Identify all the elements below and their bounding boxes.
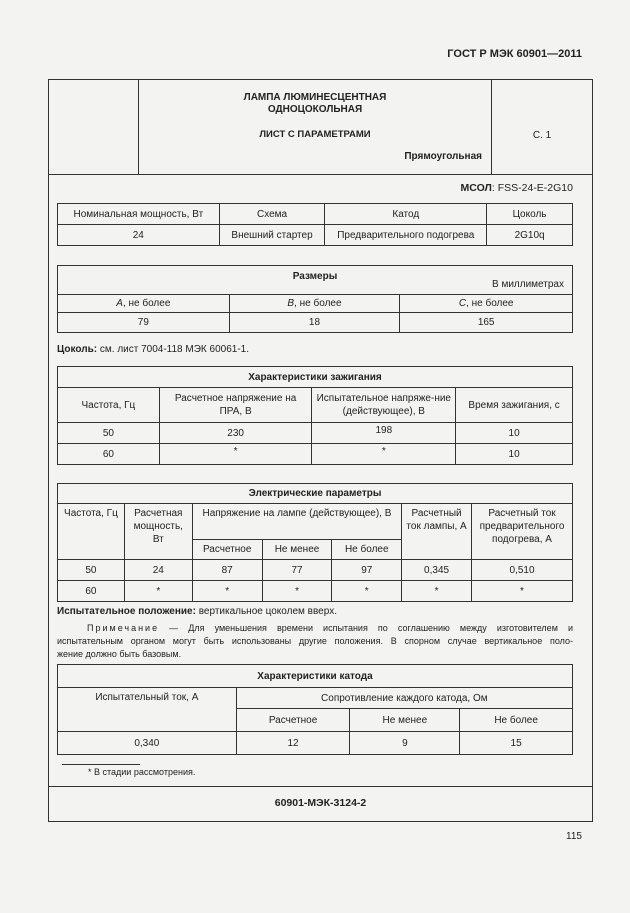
table-cell: * <box>192 581 262 602</box>
page-ref: С. 1 <box>532 130 552 141</box>
table-cell: 50 <box>58 423 160 444</box>
cell-dim-a: 79 <box>58 313 230 333</box>
electrical-table <box>57 483 573 602</box>
subheader-cathode-min: Не менее <box>350 709 460 732</box>
header-el-current: Расчетный ток лампы, А <box>402 504 472 560</box>
header-ign-ballast-voltage: Расчетное напряжение на ПРА, В <box>159 388 312 423</box>
table-cell: 0,510 <box>472 560 573 581</box>
sheet-title: ЛИСТ С ПАРАМЕТРАМИ <box>259 129 371 140</box>
lamp-title-line2: ОДНОЦОКОЛЬНАЯ <box>267 104 363 115</box>
lamp-title <box>139 92 491 116</box>
table-cell: 50 <box>58 560 125 581</box>
sheet-code: 60901-МЭК-3124-2 <box>274 797 367 809</box>
cell-cathode: Предварительного подогрева <box>325 225 487 246</box>
cell-dim-c: 165 <box>400 313 573 333</box>
cap-reference <box>57 344 249 355</box>
table-cell: 10 <box>456 444 573 465</box>
title-bottom-rule <box>48 174 593 175</box>
table-cell: 9 <box>350 732 460 755</box>
dimensions-unit: В миллиметрах <box>492 279 564 290</box>
header-cathode-current: Испытательный ток, А <box>58 688 237 732</box>
mcol-code <box>400 182 573 194</box>
header-dim-a: A, не более <box>58 295 230 313</box>
table-cell: * <box>124 581 192 602</box>
header-cathode-resistance: Сопротивление каждого катода, Ом <box>236 688 572 709</box>
note-label: Примечание <box>87 623 160 633</box>
header-cap: Цоколь <box>487 204 573 225</box>
table-cell: 198 <box>312 423 456 444</box>
mcol-label: МСОЛ <box>460 182 492 194</box>
header-scheme: Схема <box>219 204 325 225</box>
test-position <box>57 606 337 617</box>
note-line1: — Для уменьшения времени испытания по соглашению между изготовителем и <box>159 623 573 633</box>
header-el-power: Расчетная мощность, Вт <box>124 504 192 560</box>
cell-scheme: Внешний стартер <box>219 225 325 246</box>
table-cell: 87 <box>192 560 262 581</box>
cell-power: 24 <box>58 225 220 246</box>
note-line3: жение должно быть базовым. <box>57 649 182 659</box>
subheader-el-min: Не менее <box>262 540 332 560</box>
table-cell: 24 <box>124 560 192 581</box>
header-ign-test-voltage: Испытательное напряже-ние (действующее), В <box>312 388 456 423</box>
lamp-title-line1: ЛАМПА ЛЮМИНЕСЦЕНТНАЯ <box>243 92 387 103</box>
cell-dim-b: 18 <box>229 313 400 333</box>
cathode-title: Характеристики катода <box>58 665 573 688</box>
main-params-table <box>57 203 573 246</box>
dimensions-table <box>57 265 573 333</box>
header-el-voltage: Напряжение на лампе (действующее), В <box>192 504 401 540</box>
page-number: 115 <box>566 831 582 842</box>
cap-text: см. лист 7004-118 МЭК 60061-1. <box>97 344 249 355</box>
subheader-cathode-max: Не более <box>460 709 573 732</box>
header-power: Номинальная мощность, Вт <box>58 204 220 225</box>
lamp-shape: Прямоугольная <box>404 151 482 162</box>
table-cell: 0,345 <box>402 560 472 581</box>
standard-number: ГОСТ Р МЭК 60901—2011 <box>447 48 582 60</box>
header-el-preheat: Расчетный ток предварительного подогрева, А <box>472 504 573 560</box>
header-dim-b: B, не более <box>229 295 400 313</box>
subheader-el-rated: Расчетное <box>192 540 262 560</box>
header-cathode: Катод <box>325 204 487 225</box>
table-cell: 60 <box>58 444 160 465</box>
subheader-el-max: Не более <box>332 540 402 560</box>
table-cell: 77 <box>262 560 332 581</box>
table-cell: 97 <box>332 560 402 581</box>
header-el-freq: Частота, Гц <box>58 504 125 560</box>
table-cell: 230 <box>159 423 312 444</box>
title-right-divider <box>491 79 492 174</box>
footer-rule <box>48 786 593 787</box>
footnote: * В стадии рассмотрения. <box>88 767 196 777</box>
table-cell: * <box>159 444 312 465</box>
footnote-rule <box>62 764 140 765</box>
cap-label: Цоколь: <box>57 344 98 355</box>
electrical-title: Электрические параметры <box>58 484 573 504</box>
table-cell: 15 <box>460 732 573 755</box>
header-dim-c: C, не более <box>400 295 573 313</box>
table-cell: 0,340 <box>58 732 237 755</box>
table-cell: * <box>262 581 332 602</box>
table-cell: * <box>472 581 573 602</box>
table-cell: * <box>312 444 456 465</box>
ignition-title: Характеристики зажигания <box>58 367 573 388</box>
test-position-label: Испытательное положение: <box>57 606 196 617</box>
table-cell: 12 <box>236 732 350 755</box>
dimensions-title-cell <box>58 266 573 295</box>
test-position-text: вертикальное цоколем вверх. <box>195 606 337 617</box>
header-ign-freq: Частота, Гц <box>58 388 160 423</box>
header-ign-time: Время зажигания, с <box>456 388 573 423</box>
dimensions-title: Размеры <box>292 271 338 282</box>
table-cell: 60 <box>58 581 125 602</box>
cell-cap: 2G10q <box>487 225 573 246</box>
note-line2: испытательным органом могут быть использованы другие положения. В спорном случае вертикальное поло- <box>57 636 573 646</box>
subheader-cathode-rated: Расчетное <box>236 709 350 732</box>
ignition-table <box>57 366 573 465</box>
mcol-value: : FSS-24-E-2G10 <box>491 182 573 194</box>
note-block <box>57 622 573 661</box>
table-cell: * <box>402 581 472 602</box>
table-cell: * <box>332 581 402 602</box>
cathode-table <box>57 664 573 755</box>
table-cell: 10 <box>456 423 573 444</box>
